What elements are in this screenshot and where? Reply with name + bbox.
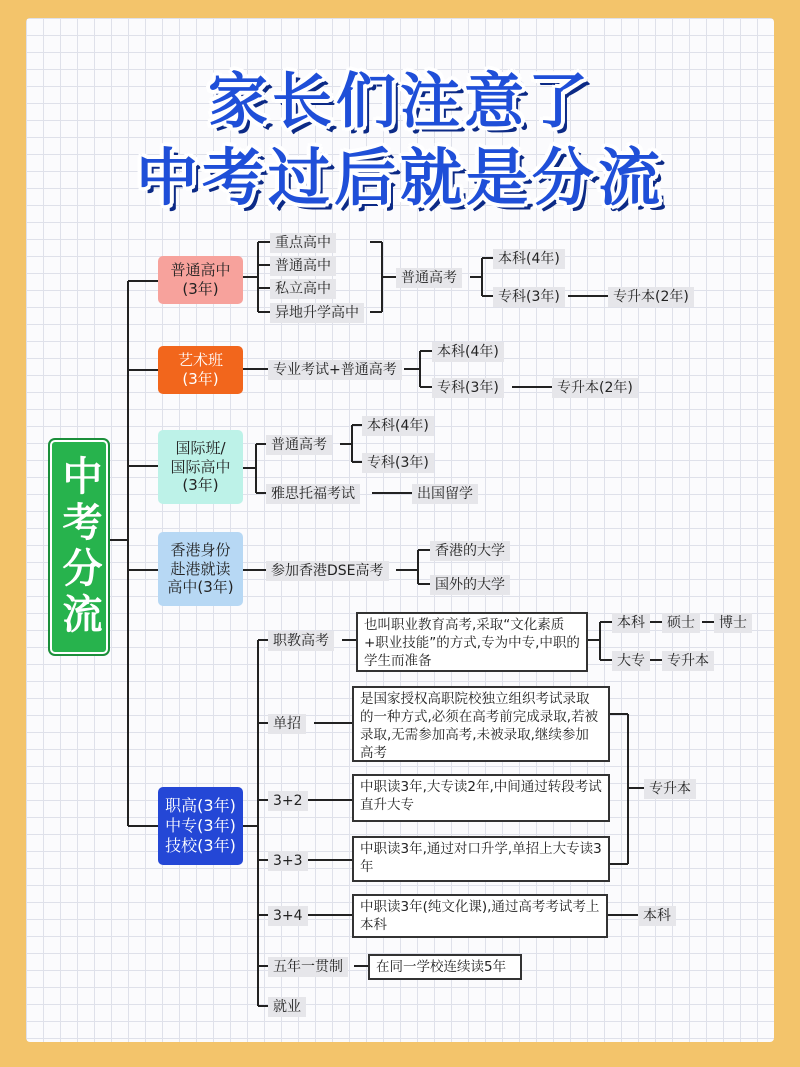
p33-desc: 中职读3年,通过对口升学,单招上大专读3年 [352,836,610,882]
school-zhongdian: 重点高中 [270,233,336,253]
foreign-university: 国外的大学 [430,575,510,595]
hk-exam: 参加香港DSE高考 [266,561,389,581]
zhijiao-benke: 本科 [612,613,650,633]
school-putong: 普通高中 [270,256,336,276]
p34-benke: 本科 [638,906,676,926]
yishu-benke: 本科(4年) [432,342,504,362]
title-line-2: 中考过后就是分流 [135,141,664,214]
p34-desc: 中职读3年(纯文化课),通过高考考试考上本科 [352,894,608,938]
guoji-benke: 本科(4年) [362,416,434,436]
p34-label: 3+4 [268,906,308,926]
putong-benke: 本科(4年) [493,249,565,269]
putong-zhuanke: 专科(3年) [493,287,565,307]
school-yidi: 异地升学高中 [270,303,364,323]
p32-desc: 中职读3年,大专读2年,中间通过转段考试直升大专 [352,774,610,822]
category-yishu: 艺术班 (3年) [158,346,243,394]
zhijiao-label: 职教高考 [268,631,334,651]
danzhao-desc: 是国家授权高职院校独立组织考试录取的一种方式,必须在高考前完成录取,若被录取,无需参加高考,未被录取,继续参加高考 [352,686,610,762]
guoji-ielts: 雅思托福考试 [266,484,360,504]
root-node: 中考分流 [50,440,108,654]
zhijiao-boshi: 博士 [714,613,752,633]
guoji-abroad: 出国留学 [412,484,478,504]
yishu-zhuanshengben: 专升本(2年) [552,378,638,398]
putong-zhuanshengben: 专升本(2年) [608,287,694,307]
yishu-zhuanke: 专科(3年) [432,378,504,398]
category-guoji: 国际班/ 国际高中 (3年) [158,430,243,504]
zhijiao-shuoshi: 硕士 [662,613,700,633]
school-sili: 私立高中 [270,279,336,299]
guoji-exam: 普通高考 [266,435,332,455]
danzhao-label: 单招 [268,714,306,734]
guoji-zhuanke: 专科(3年) [362,453,434,473]
jiuye-label: 就业 [268,997,306,1017]
category-putong: 普通高中 (3年) [158,256,243,304]
yishu-exam: 专业考试+普通高考 [268,360,402,380]
zhigao-zhuanshengben: 专升本 [644,779,696,799]
zhijiao-dazhuan: 大专 [612,651,650,671]
p32-label: 3+2 [268,791,308,811]
wunian-label: 五年一贯制 [268,957,348,977]
zhijiao-zhuanshengben: 专升本 [662,651,714,671]
wunian-desc: 在同一学校连续读5年 [368,954,522,980]
p33-label: 3+3 [268,851,308,871]
category-zhigao: 职高(3年) 中专(3年) 技校(3年) [158,787,243,865]
title-line-1: 家长们注意了 [208,67,592,137]
category-xianggang: 香港身份 赴港就读 高中(3年) [158,532,243,606]
hk-university: 香港的大学 [430,541,510,561]
putong-exam: 普通高考 [396,268,462,288]
zhijiao-desc: 也叫职业教育高考,采取“文化素质+职业技能”的方式,专为中专,中职的学生而准备 [356,612,588,672]
